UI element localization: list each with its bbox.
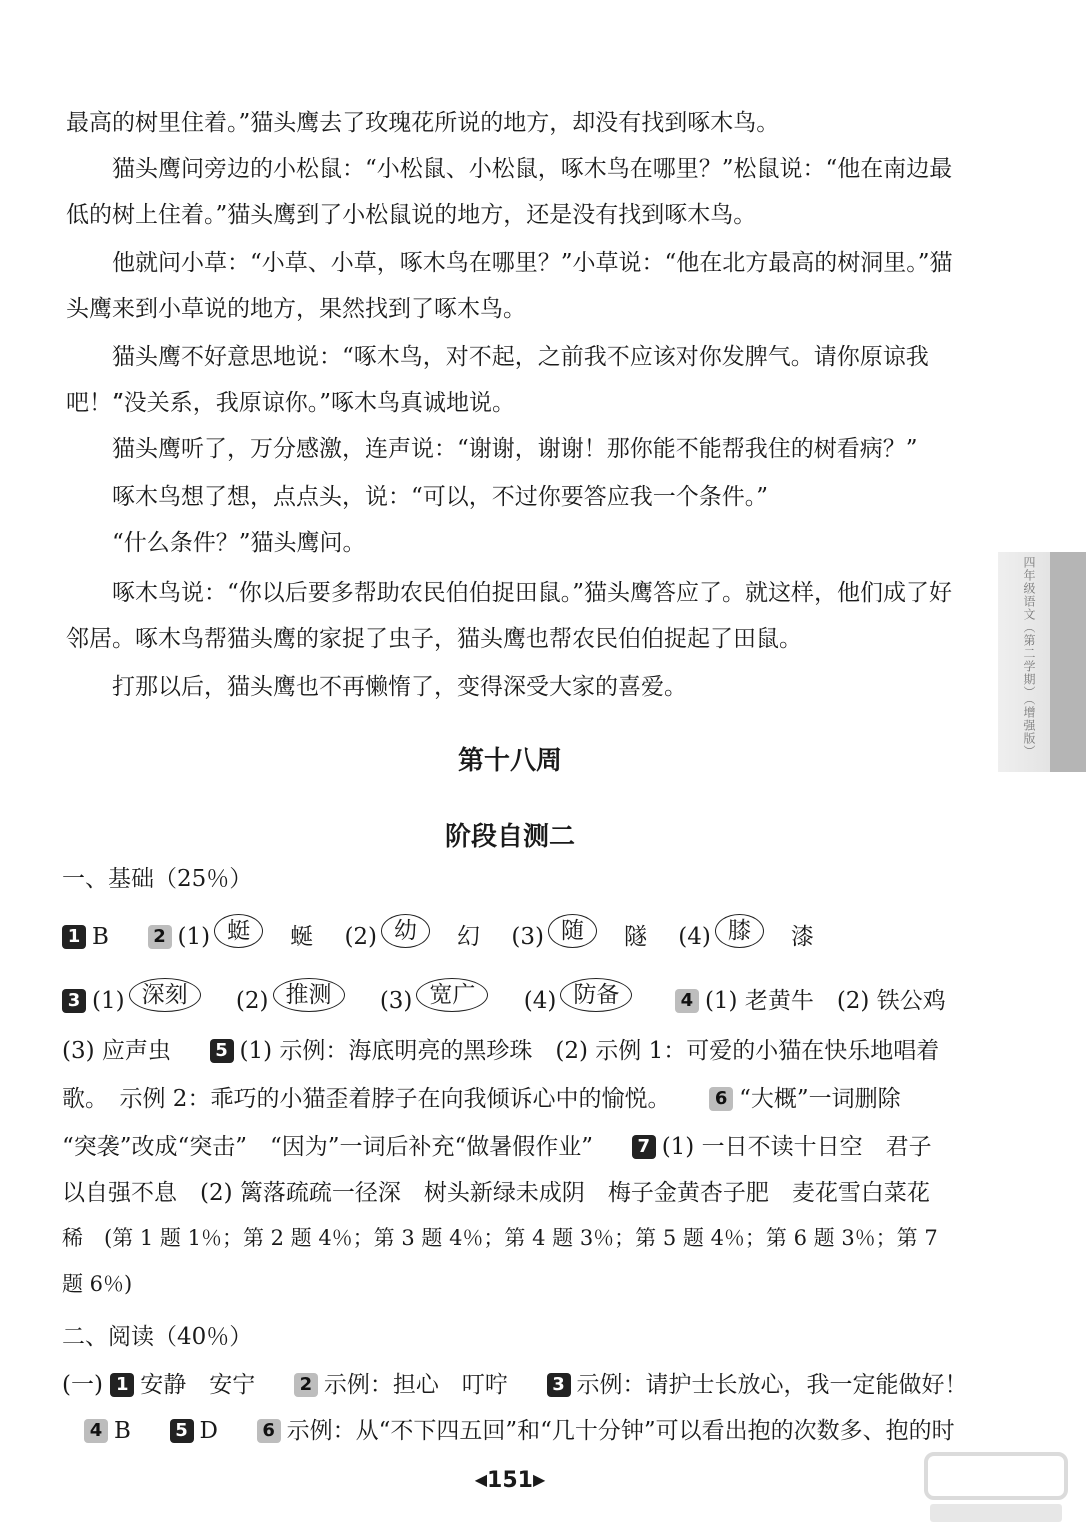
answer-text: 歌。 示例 2：乖巧的小猫歪着脖子在向我倾诉心中的愉悦。	[62, 1086, 671, 1112]
question-number-badge: 4	[84, 1419, 108, 1443]
question-number-badge: 3	[547, 1373, 571, 1397]
circled-character: 蜓	[214, 914, 263, 948]
page-number	[0, 1468, 1020, 1493]
page-number-value: 151	[487, 1468, 533, 1493]
side-book-label: 四年级语文（第二学期）（增强版）	[1022, 556, 1036, 758]
sub-item-label: (2)	[344, 924, 378, 950]
answer-row-q7	[62, 1128, 932, 1161]
sub-section-label: (一)	[62, 1372, 103, 1398]
question-number-badge: 1	[110, 1373, 134, 1397]
answer-row-reading-2	[84, 1412, 955, 1445]
story-paragraph: 啄木鸟想了想，点点头，说：“可以，不过你要答应我一个条件。”	[112, 484, 769, 510]
sub-item-label: (2)	[235, 988, 269, 1014]
circled-word: 深刻	[129, 978, 201, 1012]
sub-item-label: (4)	[678, 924, 711, 950]
sub-item-label: (3)	[511, 924, 544, 950]
question-number-badge: 6	[709, 1087, 733, 1111]
story-paragraph: 猫头鹰听了，万分感激，连声说：“谢谢，谢谢！那你能不能帮我住的树看病？”	[112, 436, 918, 462]
answer-text: (1) 老黄牛 (2) 铁公鸡	[704, 988, 946, 1014]
question-number-badge: 1	[62, 925, 86, 949]
answer-text: 隧	[623, 924, 647, 950]
section-basics-heading: 一、基础（25％）	[62, 866, 253, 892]
answer-line: 以自强不息 (2) 篱落疏疏一径深 树头新绿未成阴 梅子金黄杏子肥 麦花雪白菜花	[62, 1180, 930, 1206]
sub-item-label: (1)	[92, 988, 125, 1014]
watermark-logo-icon	[916, 1448, 1076, 1528]
story-paragraph: “什么条件？”猫头鹰问。	[112, 530, 366, 556]
test-title: 阶段自测二	[444, 822, 575, 852]
section-reading-heading: 二、阅读（40％）	[62, 1324, 253, 1350]
circled-word: 宽广	[416, 978, 488, 1012]
circled-character: 幼	[381, 914, 430, 948]
question-number-badge: 2	[294, 1373, 318, 1397]
answer-text: (3) 应声虫	[62, 1038, 171, 1064]
story-paragraph: 啄木鸟说：“你以后要多帮助农民伯伯捉田鼠。”猫头鹰答应了。就这样，他们成了好邻居。啄木鸟帮猫头鹰的家捉了虫子，猫头鹰也帮农民伯伯捉起了田鼠。	[66, 580, 953, 652]
question-number-badge: 5	[170, 1419, 194, 1443]
answer-text: 安静 安宁	[140, 1372, 256, 1398]
answer-text: B	[92, 924, 109, 950]
question-number-badge: 6	[257, 1419, 281, 1443]
answer-row-q5	[62, 1032, 939, 1065]
circled-word: 防备	[560, 978, 632, 1012]
answer-text: “突袭”改成“突击” “因为”一词后补充“做暑假作业”	[62, 1134, 594, 1160]
score-breakdown: 题 6％)	[62, 1272, 133, 1296]
question-number-badge: 7	[632, 1135, 656, 1159]
question-number-badge: 5	[210, 1039, 234, 1063]
story-paragraph: 猫头鹰不好意思地说：“啄木鸟，对不起，之前我不应该对你发脾气。请你原谅我吧！”	[66, 344, 929, 416]
answer-text: (1) 示例：海底明亮的黑珍珠 (2) 示例 1：可爱的小猫在快乐地唱着	[239, 1038, 940, 1064]
question-number-badge: 2	[148, 925, 172, 949]
answer-text: D	[199, 1418, 218, 1444]
circled-character: 膝	[715, 914, 764, 948]
question-number-badge: 3	[62, 989, 86, 1013]
answer-text: “大概”一词删除	[739, 1086, 901, 1112]
circled-word: 推测	[273, 978, 345, 1012]
answer-text: 漆	[790, 924, 814, 950]
sub-item-label: (1)	[177, 924, 211, 950]
triangle-left-icon: ◀	[474, 1470, 488, 1489]
answer-text: 示例：担心 叮咛	[323, 1372, 508, 1398]
answer-text: (1) 一日不读十日空 君子	[661, 1134, 932, 1160]
story-paragraph: 打那以后，猫头鹰也不再懒惰了，变得深受大家的喜爱。	[112, 674, 687, 700]
question-number-badge: 4	[675, 989, 699, 1013]
answer-row-q3-q4	[62, 982, 946, 1018]
answer-text: B	[114, 1418, 131, 1444]
week-title: 第十八周	[457, 746, 562, 776]
story-paragraph: “没关系，我原谅你。”啄木鸟真诚地说。	[112, 390, 516, 416]
sub-item-label: (3)	[379, 988, 413, 1014]
answer-row-q1-q2	[62, 918, 814, 954]
answer-text: 蜒	[290, 924, 314, 950]
answer-row-q6	[62, 1080, 901, 1113]
answer-row-reading-1	[62, 1366, 968, 1399]
side-tab-marker	[1050, 552, 1086, 772]
answer-text: 幻	[457, 924, 481, 950]
triangle-right-icon: ▶	[532, 1470, 546, 1489]
answer-text: 示例：从“不下四五回”和“几十分钟”可以看出抱的次数多、抱的时	[286, 1418, 955, 1444]
sub-item-label: (4)	[523, 988, 557, 1014]
story-paragraph: 最高的树里住着。”猫头鹰去了玫瑰花所说的地方，却没有找到啄木鸟。	[66, 110, 780, 136]
story-paragraph: 他就问小草：“小草、小草，啄木鸟在哪里？”小草说：“他在北方最高的树洞里。”猫头鹰来到小草说的地方，果然找到了啄木鸟。	[66, 250, 953, 322]
circled-character: 随	[548, 914, 597, 948]
story-paragraph: 猫头鹰问旁边的小松鼠：“小松鼠、小松鼠，啄木鸟在哪里？”松鼠说：“他在南边最低的树上住着。”猫头鹰到了小松鼠说的地方，还是没有找到啄木鸟。	[66, 156, 953, 228]
answer-text: 示例：请护士长放心，我一定能做好！	[576, 1372, 968, 1398]
score-breakdown: 稀 (第 1 题 1％；第 2 题 4％；第 3 题 4％；第 4 题 3％；第 5 题 4％；第 6 题 3％；第 7	[62, 1226, 938, 1250]
